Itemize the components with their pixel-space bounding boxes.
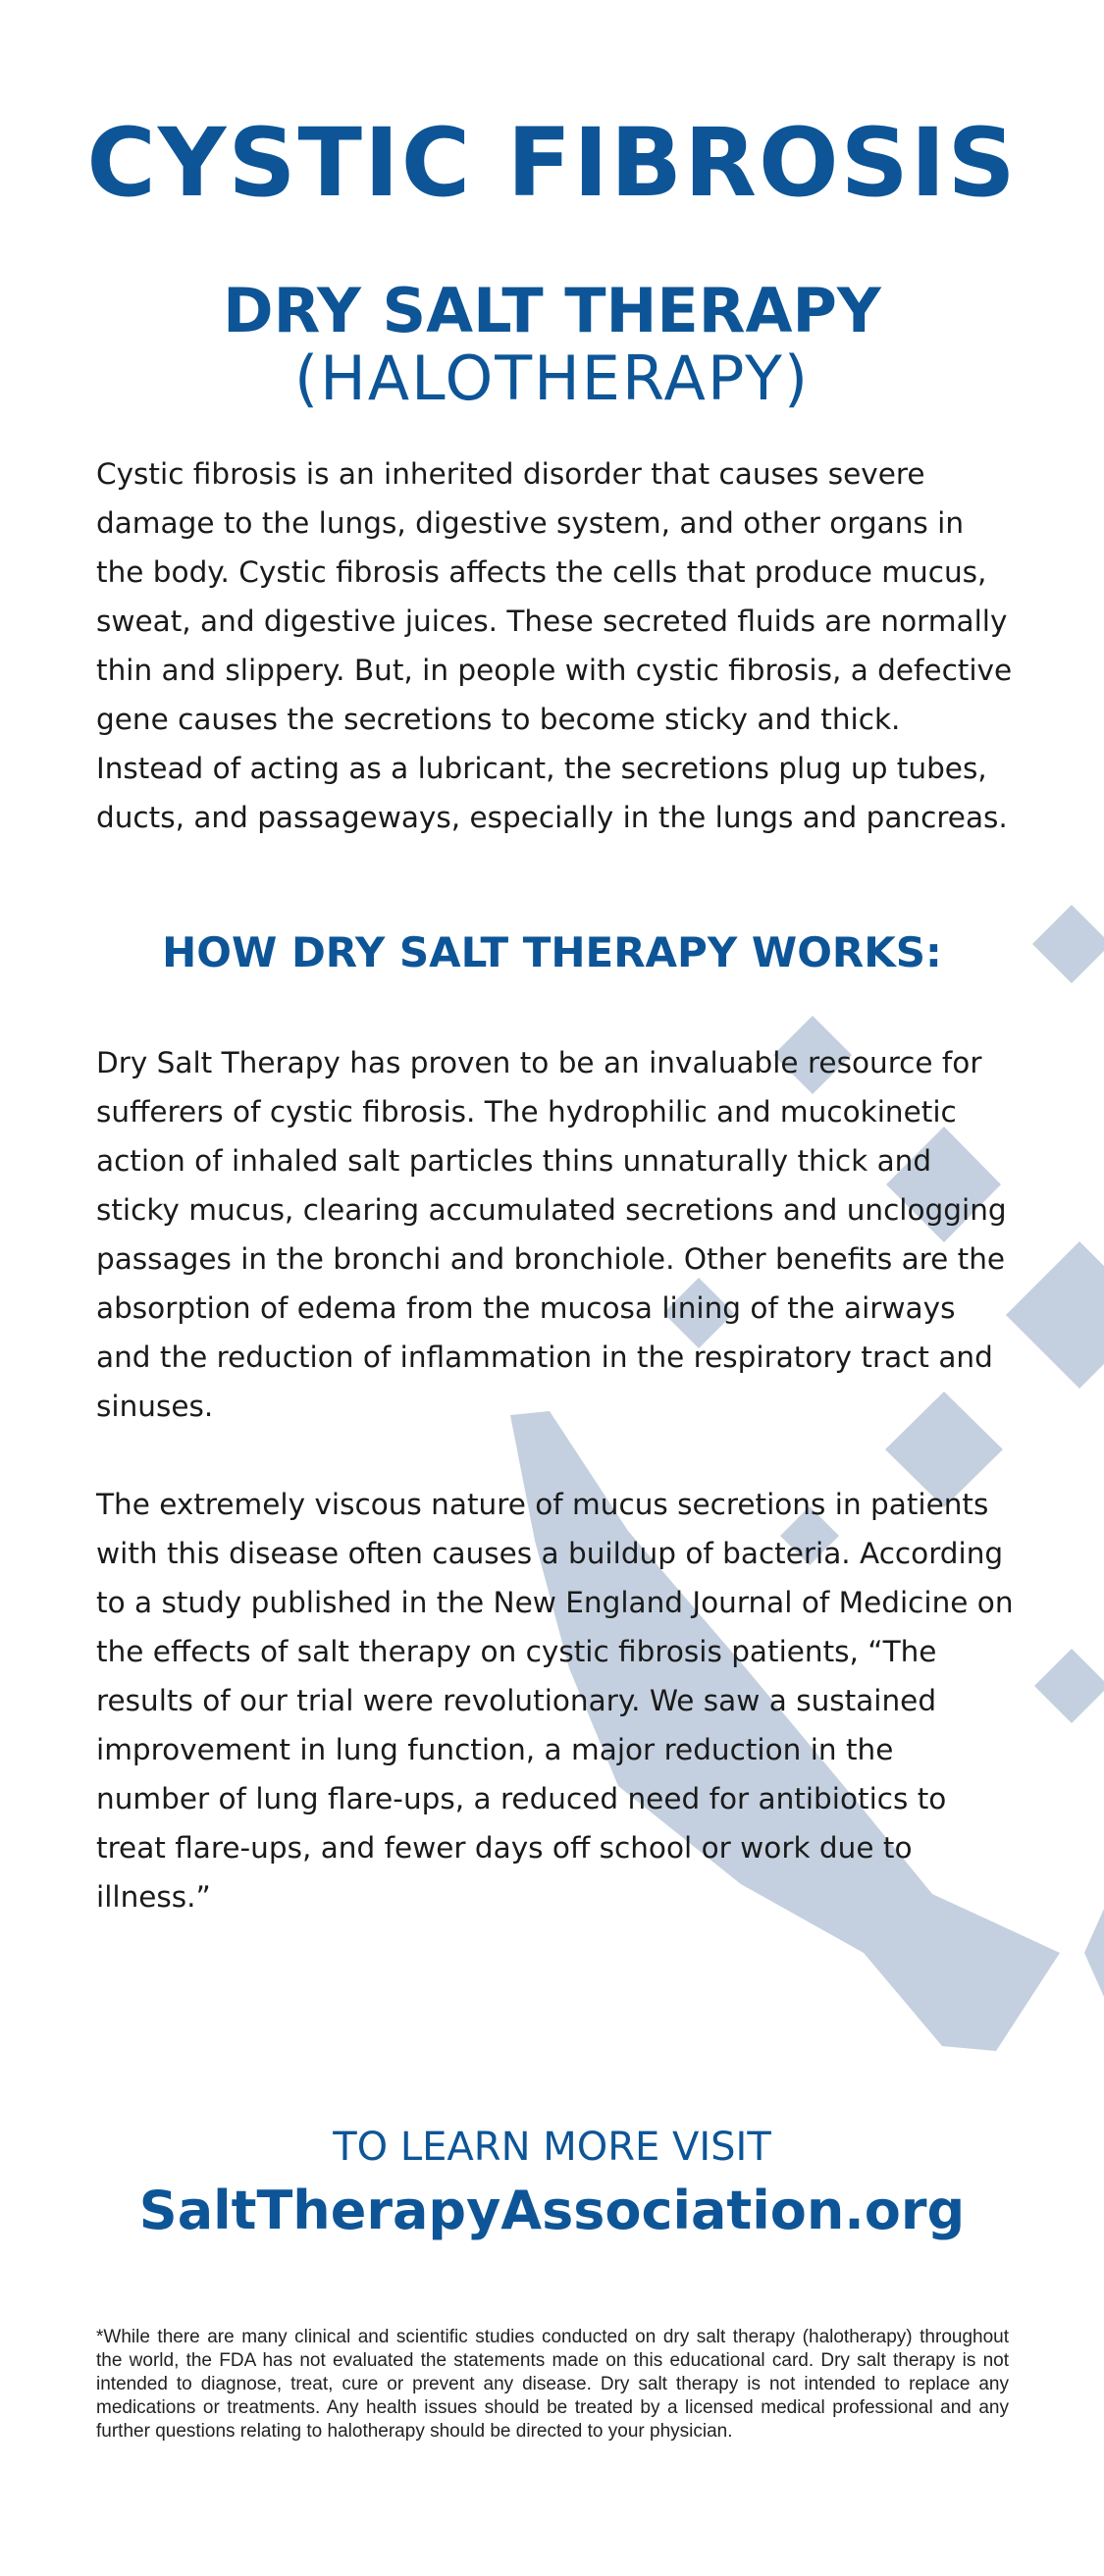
how-it-works-paragraph-1: Dry Salt Therapy has proven to be an invaluable resource for sufferers of cystic fibrosis. The hydrophilic and mucokinetic action of inhaled salt particles thins unnaturally thick and sticky mucus, clearing accumulated secretions and unclogging passages in the bronchi and bronchiole. Other benefits are the absorption of edema from the mucosa lining of the airways and the reduction of inflammation in the respiratory tract and sinuses.	[96, 1046, 1007, 1423]
disclaimer: *While there are many clinical and scientific studies conducted on dry salt therapy (halotherapy) throughout the world, the FDA has not evaluated the statements made on this educational card. Dry salt therapy is not intended to diagnose, treat, cure or prevent any disease. Dry salt therapy is not intended to replace any medications or treatments. Any health issues should be treated by a licensed medical professional and any further questions relating to halotherapy should be directed to your physician.	[96, 2327, 1009, 2442]
decor-diamond	[1034, 1649, 1104, 1723]
intro-paragraph: Cystic fibrosis is an inherited disorder that causes severe damage to the lungs, digestive system, and other organs in the body. Cystic fibrosis affects the cells that produce mucus, sweat, and digestive juices. These secreted fluids are normally thin and slippery. But, in people with cystic fibrosis, a defective gene causes the secretions to become sticky and thick. Instead of acting as a lubricant, the secretions plug up tubes, ducts, and passageways, especially in the lungs and pancreas.	[96, 457, 1013, 834]
decor-diamond	[1006, 1241, 1104, 1389]
page-subtitle: DRY SALT THERAPY	[223, 275, 881, 346]
page-subtitle-paren: (HALOTHERAPY)	[293, 342, 811, 414]
cta-line: TO LEARN MORE VISIT	[333, 2125, 771, 2170]
cta-url-link[interactable]: SaltTherapyAssociation.org	[138, 2180, 966, 2241]
page-title: CYSTIC FIBROSIS	[86, 108, 1018, 218]
decor-diamond	[1084, 1909, 1104, 1997]
how-it-works-paragraph-2: The extremely viscous nature of mucus secretions in patients with this disease often causes a buildup of bacteria. According to a study published in the New England Journal of Medicine on the effects of salt therapy on cystic fibrosis patients, “The results of our trial were revolutionary. We saw a sustained improvement in lung function, a major reduction in the number of lung flare-ups, a reduced need for antibiotics to treat flare-ups, and fewer days off school or work due to illness.”	[96, 1488, 1014, 1914]
section-heading: HOW DRY SALT THERAPY WORKS:	[162, 928, 942, 976]
